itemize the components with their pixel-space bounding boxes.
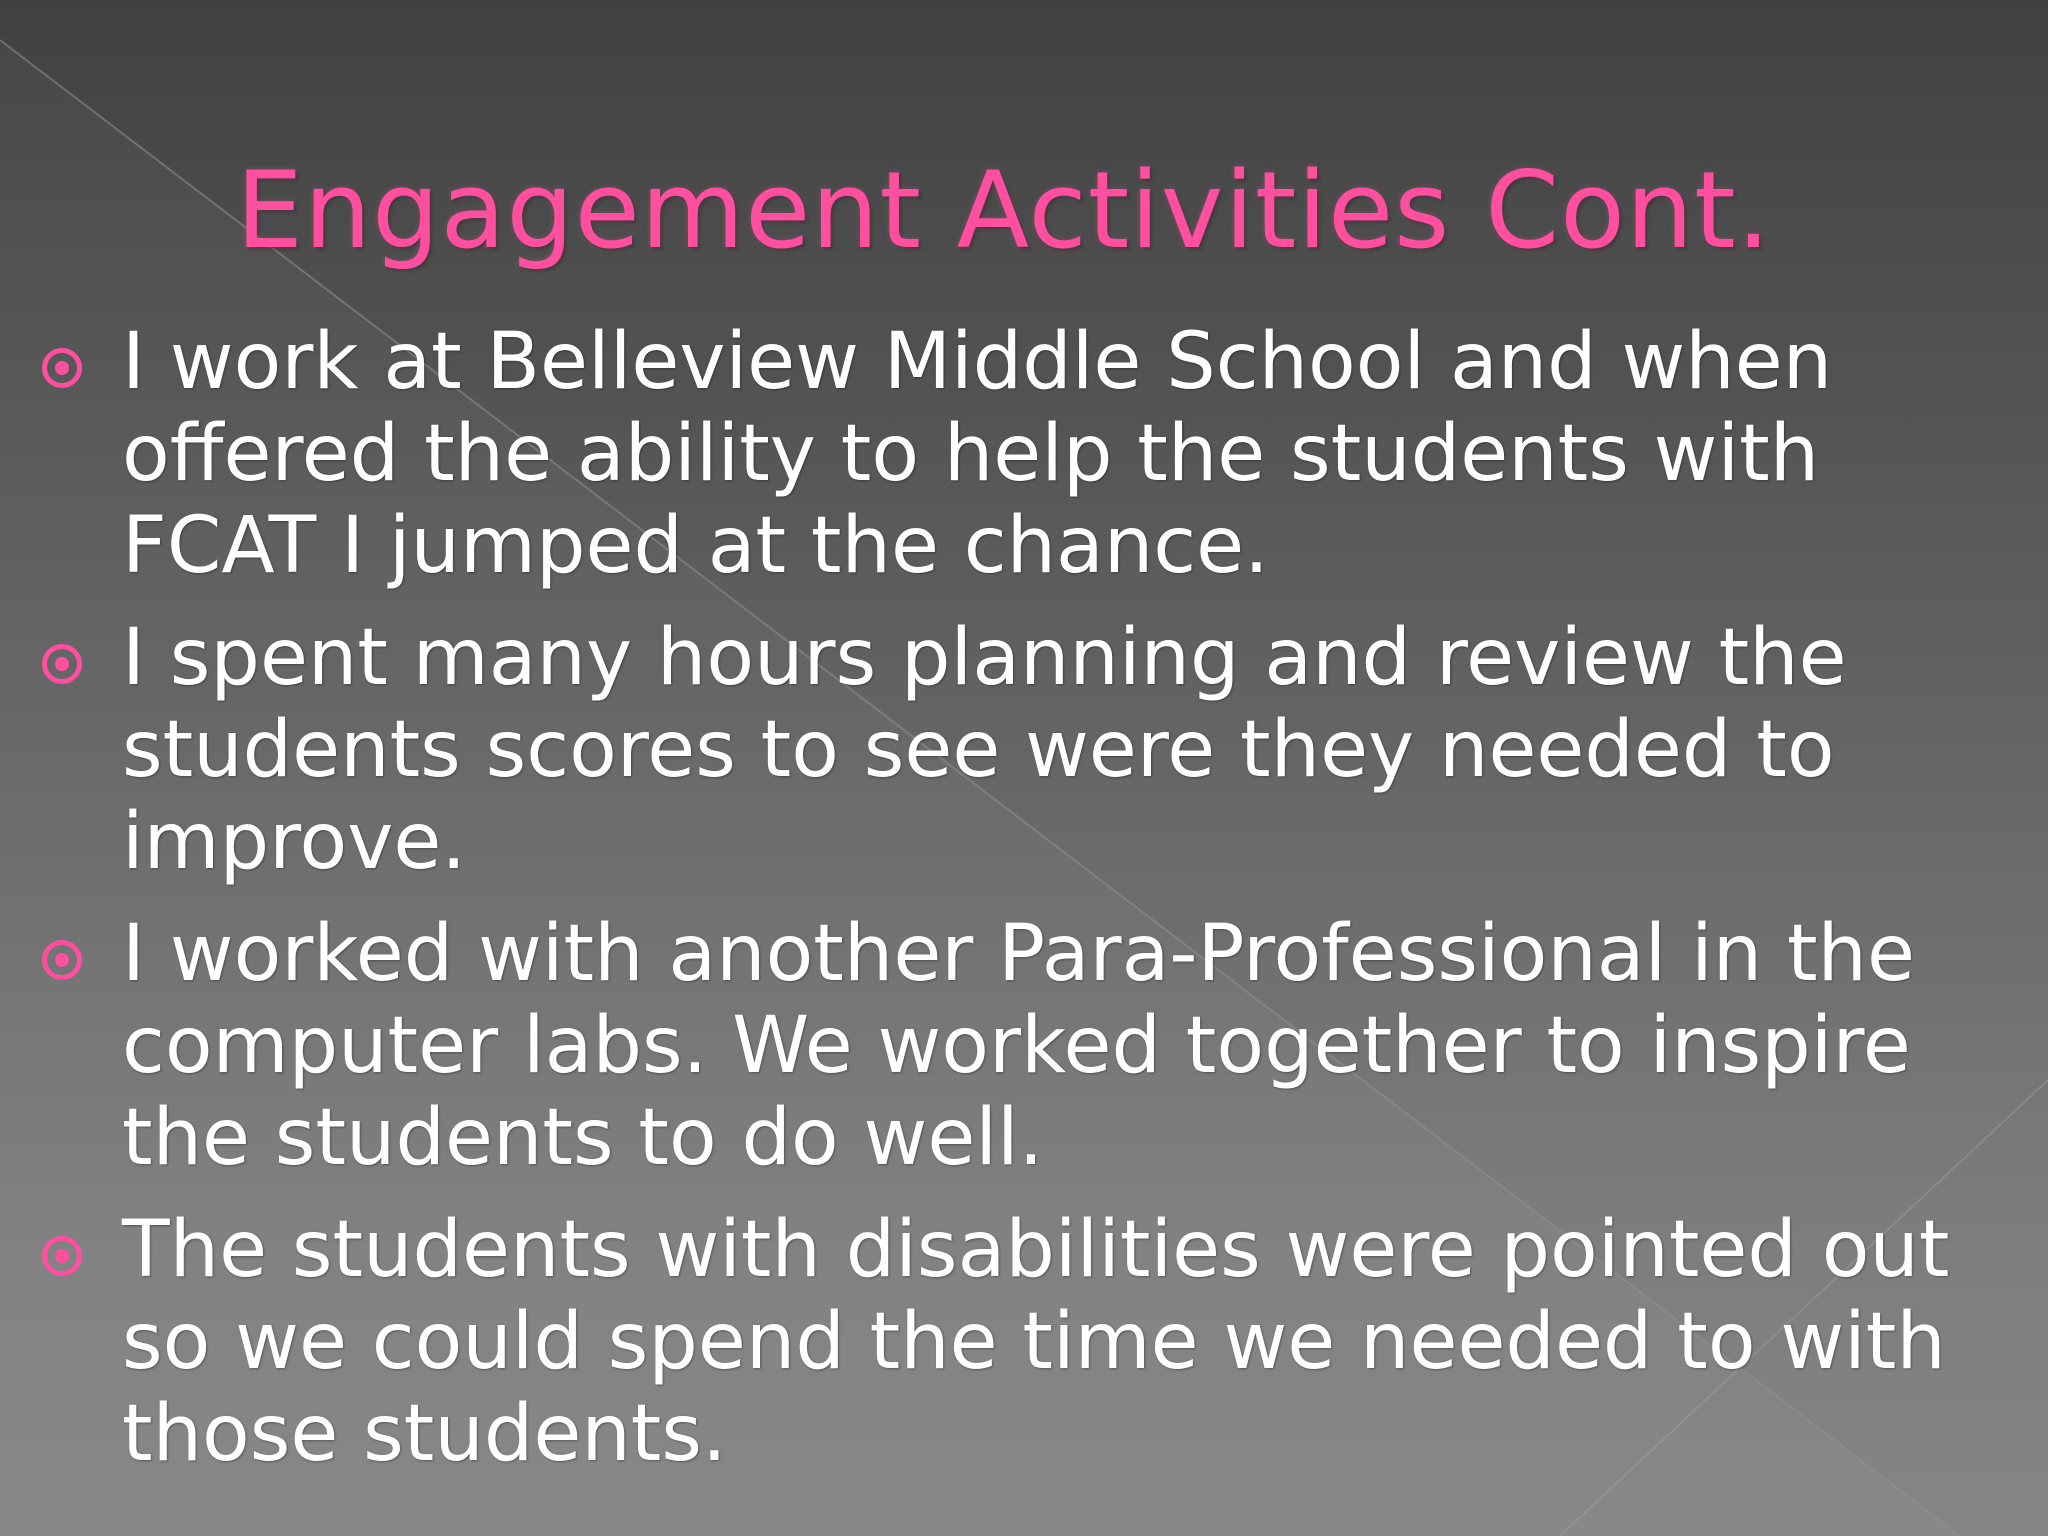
bullet-text: I spent many hours planning and review the students scores to see were they needed to improve.	[122, 613, 1847, 887]
bullet-item	[30, 316, 2020, 592]
circle-dot-icon	[42, 940, 82, 980]
bullet-item	[30, 1204, 2020, 1480]
circle-dot-icon	[42, 644, 82, 684]
circle-dot-icon	[42, 1236, 82, 1276]
bullet-text: I worked with another Para-Professional in the computer labs. We worked together to inspire the students to do well.	[122, 909, 1915, 1183]
bullet-text: The students with disabilities were pointed out so we could spend the time we needed to with those students.	[122, 1205, 1950, 1479]
bullet-item	[30, 612, 2020, 888]
bullet-item	[30, 908, 2020, 1184]
slide-title: Engagement Activities Cont.	[236, 149, 1772, 272]
bullet-text: I work at Belleview Middle School and when offered the ability to help the students with FCAT I jumped at the chance.	[122, 317, 1833, 591]
circle-dot-icon	[42, 348, 82, 388]
bullet-list	[30, 316, 2020, 1500]
